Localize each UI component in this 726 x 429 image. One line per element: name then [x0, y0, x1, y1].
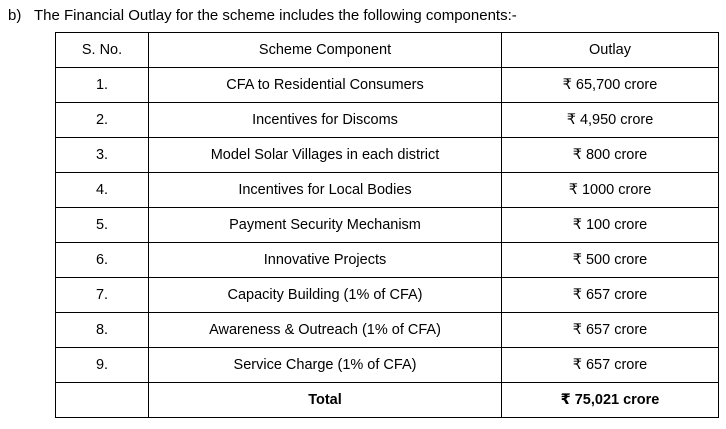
- cell-component: Awareness & Outreach (1% of CFA): [149, 313, 502, 348]
- cell-component: Incentives for Local Bodies: [149, 173, 502, 208]
- cell-sno: 1.: [56, 68, 149, 103]
- total-sno: [56, 383, 149, 418]
- table-header-row: [56, 33, 719, 68]
- cell-outlay: ₹ 657 crore: [502, 348, 719, 383]
- table-row: [56, 348, 719, 383]
- cell-outlay: ₹ 657 crore: [502, 278, 719, 313]
- cell-outlay: ₹ 65,700 crore: [502, 68, 719, 103]
- table-row: [56, 243, 719, 278]
- cell-outlay: ₹ 100 crore: [502, 208, 719, 243]
- cell-sno: 7.: [56, 278, 149, 313]
- cell-component: Model Solar Villages in each district: [149, 138, 502, 173]
- financial-outlay-table: [55, 32, 719, 418]
- total-label: Total: [149, 383, 502, 418]
- cell-component: Payment Security Mechanism: [149, 208, 502, 243]
- cell-outlay: ₹ 500 crore: [502, 243, 719, 278]
- cell-component: Incentives for Discoms: [149, 103, 502, 138]
- table-total-row: [56, 383, 719, 418]
- cell-sno: 5.: [56, 208, 149, 243]
- cell-sno: 9.: [56, 348, 149, 383]
- header-outlay: Outlay: [502, 33, 719, 68]
- table-row: [56, 313, 719, 348]
- header-component: Scheme Component: [149, 33, 502, 68]
- table-row: [56, 138, 719, 173]
- cell-component: Capacity Building (1% of CFA): [149, 278, 502, 313]
- cell-component: Innovative Projects: [149, 243, 502, 278]
- header-sno: S. No.: [56, 33, 149, 68]
- cell-sno: 4.: [56, 173, 149, 208]
- cell-outlay: ₹ 657 crore: [502, 313, 719, 348]
- cell-outlay: ₹ 4,950 crore: [502, 103, 719, 138]
- cell-outlay: ₹ 1000 crore: [502, 173, 719, 208]
- cell-sno: 8.: [56, 313, 149, 348]
- cell-sno: 3.: [56, 138, 149, 173]
- cell-component: Service Charge (1% of CFA): [149, 348, 502, 383]
- table-row: [56, 68, 719, 103]
- table-row: [56, 103, 719, 138]
- section-heading: [8, 6, 517, 26]
- table-row: [56, 278, 719, 313]
- table-row: [56, 208, 719, 243]
- cell-outlay: ₹ 800 crore: [502, 138, 719, 173]
- cell-sno: 2.: [56, 103, 149, 138]
- heading-text: The Financial Outlay for the scheme includes the following components:-: [34, 7, 517, 24]
- cell-component: CFA to Residential Consumers: [149, 68, 502, 103]
- table-row: [56, 173, 719, 208]
- total-outlay: ₹ 75,021 crore: [502, 383, 719, 418]
- cell-sno: 6.: [56, 243, 149, 278]
- list-marker: b): [8, 7, 22, 24]
